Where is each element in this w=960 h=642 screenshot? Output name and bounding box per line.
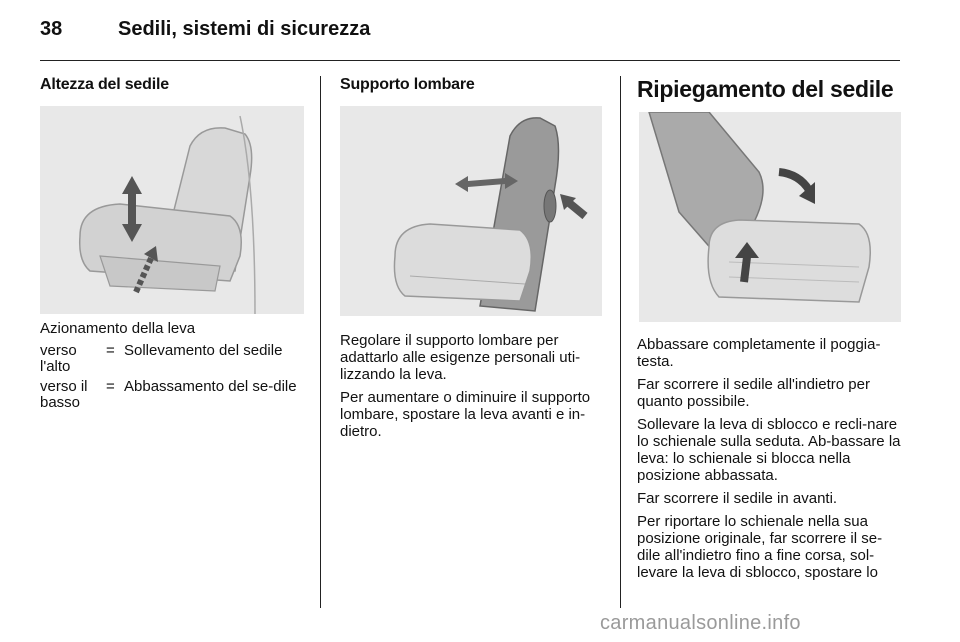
column-divider-2 — [620, 76, 621, 608]
paragraph: Per aumentare o diminuire il supporto lombare, spostare la leva avanti e in-dietro. — [340, 389, 591, 440]
definition-row — [40, 379, 297, 415]
lumbar-text — [340, 332, 604, 446]
definition-separator: = — [106, 378, 115, 395]
folding-text — [637, 336, 901, 587]
definition-list — [40, 343, 297, 415]
column-divider-1 — [320, 76, 321, 608]
page-number: 38 — [40, 18, 63, 40]
paragraph: Abbassare completamente il poggia-testa. — [637, 336, 881, 370]
paragraph: Sollevare la leva di sblocco e recli-nare lo schienale sulla seduta. Ab-bassare la leva: lo schienale si blocca nella posizione abbassata. — [637, 416, 901, 484]
header-rule — [40, 60, 900, 61]
section-heading-seat-height: Altezza del sedile — [40, 76, 169, 93]
seat-height-illustration — [40, 106, 304, 314]
paragraph: Far scorrere il sedile in avanti. — [637, 490, 838, 507]
paragraph: Per riportare lo schienale nella sua posizione originale, far scorrere il se-dile all'indietro fino a fine corsa, sol-levare la leva di sblocco, spostare lo — [637, 513, 883, 581]
definition-term: verso il basso — [40, 378, 88, 411]
lumbar-support-illustration — [340, 106, 602, 316]
definition-description: Sollevamento del sedile — [124, 342, 283, 359]
paragraph: Regolare il supporto lombare per adattarlo alle esigenze personali uti-lizzando la leva. — [340, 332, 581, 383]
definition-description: Abbassamento del se-dile — [124, 378, 297, 395]
section-heading-folding: Ripiegamento del sedile — [637, 76, 894, 102]
definition-separator: = — [106, 342, 115, 359]
seat-height-drawing — [40, 106, 304, 314]
paragraph: Far scorrere il sedile all'indietro per quanto possibile. — [637, 376, 870, 410]
caption-block — [40, 320, 304, 415]
page-title: Sedili, sistemi di sicurezza — [118, 18, 371, 40]
seat-folding-illustration — [639, 112, 901, 322]
section-heading-lumbar: Supporto lombare — [340, 76, 475, 93]
lumbar-drawing — [340, 106, 602, 316]
watermark-text: carmanualsonline.info — [600, 612, 801, 634]
definition-term: verso l'alto — [40, 342, 77, 375]
page-header — [40, 18, 900, 48]
folding-drawing — [639, 112, 901, 322]
column-lumbar-support — [340, 76, 604, 440]
figure-caption: Azionamento della leva — [40, 320, 196, 337]
column-seat-height — [40, 76, 304, 411]
definition-row — [40, 343, 297, 379]
column-seat-folding — [637, 76, 901, 581]
